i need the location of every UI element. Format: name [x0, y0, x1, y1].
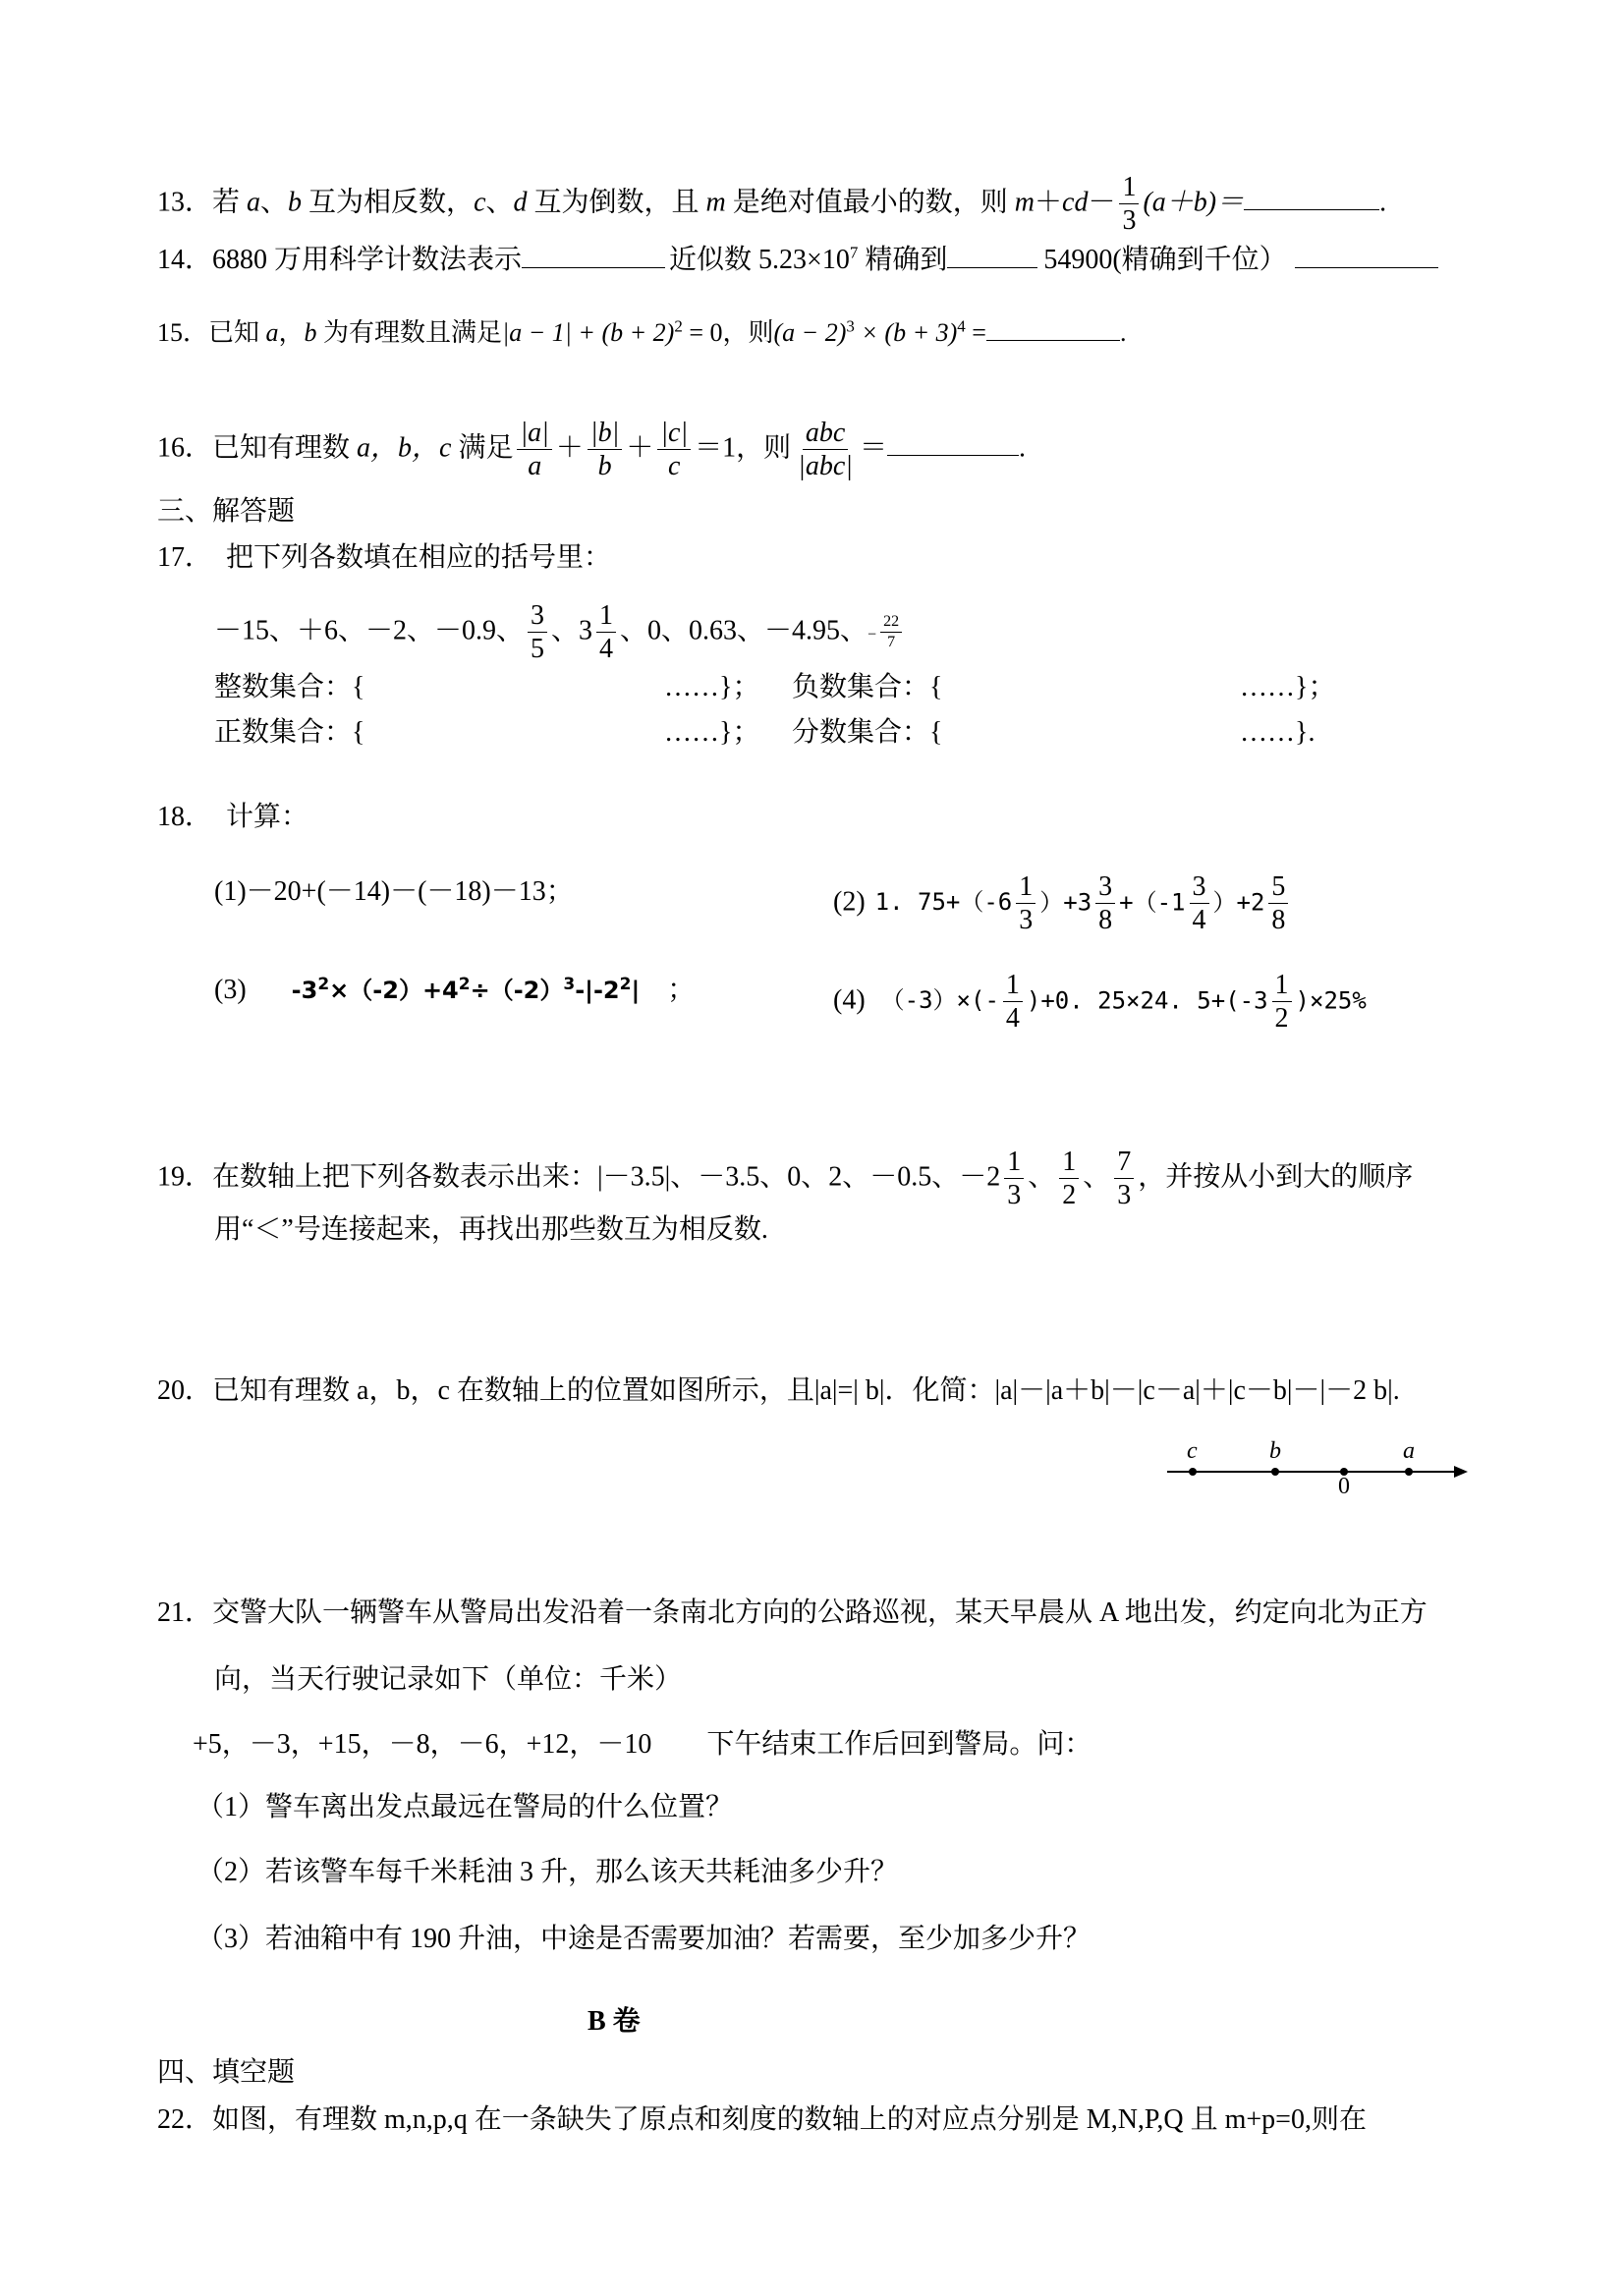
math: cd [1062, 187, 1089, 218]
exponent: 2 [317, 975, 330, 994]
question-22 [157, 2100, 1367, 2140]
numerator: 1 [596, 601, 616, 633]
question-18-title [157, 798, 308, 837]
numerator: 22 [880, 614, 902, 634]
text: 已知有理数 a，b，c 在数轴上的位置如图所示，且|a|=| b|．化简：|a|－|a＋b|－|c－a|＋|c－b|－|－2 b|. [212, 1375, 1400, 1406]
math: (a＋b)＝ [1143, 187, 1245, 218]
calc-1: (1)－20+(－14)－(－18)－13； [214, 876, 574, 907]
section-b-title: B 卷 [588, 2006, 641, 2037]
answer-blank[interactable] [947, 240, 1037, 268]
text: 、3 [551, 615, 593, 646]
set-label: 整数集合：{ [214, 672, 365, 702]
fraction [528, 601, 547, 664]
exponent: 3 [846, 316, 855, 336]
text: ， [278, 318, 305, 347]
set-end: ……}； [664, 717, 760, 748]
denominator: c [668, 451, 681, 482]
text: 已知 [208, 318, 266, 347]
numerator: 7 [1114, 1148, 1134, 1179]
numerator: 1 [1119, 173, 1139, 204]
exponent: 2 [458, 975, 471, 994]
label-a: a [1403, 1438, 1415, 1464]
negative-set [792, 668, 942, 707]
math: （-3）×(- [880, 986, 999, 1015]
math: ÷（-2） [470, 977, 564, 1004]
math [292, 977, 641, 1004]
math: m [1014, 187, 1035, 218]
text: 54900(精确到千位） [1043, 245, 1287, 275]
fraction-set [792, 713, 942, 753]
text: . [1119, 318, 1127, 347]
variables: a，b，c [357, 432, 452, 464]
fraction [1190, 872, 1209, 935]
question-number: 18． [157, 802, 213, 832]
question-19-line2: 用“＜”号连接起来，再找出那些数互为相反数. [214, 1214, 768, 1245]
question-13 [157, 173, 1386, 236]
answer-blank[interactable] [1295, 240, 1438, 268]
numerator: 3 [528, 601, 547, 633]
text: . [1379, 187, 1387, 218]
point-b [1271, 1468, 1279, 1476]
numerator: |b| [588, 419, 622, 450]
positive-set-end [664, 713, 759, 753]
text: 满足 [451, 432, 514, 464]
fraction-set-end [1240, 713, 1315, 753]
denominator: 8 [1271, 905, 1286, 936]
var-a: a [265, 318, 279, 347]
denominator: |abc| [798, 451, 853, 482]
text: 交警大队一辆警车从警局出发沿着一条南北方向的公路巡视，某天早晨从 A 地出发，约定向北为正方 [212, 1597, 1427, 1628]
math: 1. 75+（-6 [874, 888, 1013, 917]
fraction [657, 419, 691, 481]
math: = 0 [682, 318, 723, 347]
text: 、 [485, 187, 514, 218]
math: -|-2 [575, 977, 620, 1004]
point-a [1405, 1468, 1413, 1476]
label-zero: 0 [1338, 1474, 1350, 1499]
math: － [1088, 187, 1116, 218]
numerator: 3 [1190, 872, 1209, 904]
question-14 [157, 240, 1438, 280]
var-d: d [513, 187, 528, 218]
denominator: 3 [1019, 905, 1034, 936]
question-number: 21． [157, 1597, 213, 1628]
text: ＝1，则 [695, 432, 792, 464]
var-b: b [288, 187, 303, 218]
numerator: 3 [1095, 872, 1115, 904]
exponent: 3 [563, 975, 576, 994]
text: 互为相反数， [302, 187, 475, 218]
math: ×（-2）+4 [329, 977, 459, 1004]
math: |a − 1| + (b + 2) [502, 318, 675, 347]
text: 互为倒数，且 [527, 187, 706, 218]
fraction [1095, 872, 1115, 935]
math: ＋ [1035, 187, 1063, 218]
question-19 [157, 1148, 1413, 1210]
set-end: ……}； [1240, 672, 1336, 702]
var-a: a [247, 187, 261, 218]
fraction [1119, 173, 1139, 236]
fraction [1016, 872, 1035, 935]
text: 、 [260, 187, 289, 218]
question-number: 19． [157, 1161, 213, 1193]
denominator: 8 [1098, 905, 1113, 936]
integer-set-end [664, 668, 759, 707]
text: . [1019, 432, 1027, 464]
question-17-title [157, 538, 611, 578]
fraction [588, 419, 622, 481]
math: × (b + 3) [854, 318, 958, 347]
exponent: 2 [619, 975, 632, 994]
math: − [867, 626, 877, 644]
var-b: b [304, 318, 317, 347]
numerator: 1 [1016, 872, 1035, 904]
text: 把下列各数填在相应的括号里： [226, 542, 612, 573]
math: )×25% [1295, 986, 1367, 1015]
denominator: 3 [1122, 205, 1137, 237]
fraction [1004, 1148, 1024, 1210]
section-heading-3: 三、解答题 [157, 494, 296, 527]
denominator: a [528, 451, 542, 482]
text: 下午结束工作后回到警局。问： [706, 1729, 1092, 1760]
question-21 [157, 1594, 1427, 1633]
question-20 [157, 1372, 1400, 1411]
denominator: 2 [1274, 1003, 1289, 1035]
question-number: 17． [157, 542, 213, 573]
sub-question-3: （3）若油箱中有 190 升油，中途是否需要加油？若需要，至少加多少升？ [196, 1924, 1091, 1954]
text: ，则 [722, 318, 774, 347]
sub-question-1: （1）警车离出发点最远在警局的什么位置？ [196, 1792, 734, 1822]
numerator: 1 [1004, 1148, 1024, 1179]
calc-2 [833, 872, 1292, 935]
text: ； [667, 975, 696, 1005]
text: 近似数 5.23×10 [669, 245, 850, 275]
sub-question-2: （2）若该警车每千米耗油 3 升，那么该天共耗油多少升？ [196, 1857, 899, 1887]
text: 若 [212, 187, 248, 218]
text: －15、＋6、－2、－0.9、 [214, 615, 525, 646]
question-21-line2: 向，当天行驶记录如下（单位：千米） [214, 1664, 683, 1695]
math: = [965, 318, 986, 347]
number-line-figure [1159, 1436, 1474, 1505]
math: ＋ [555, 432, 584, 464]
question-16 [157, 419, 1026, 481]
negative-set-end [1240, 668, 1335, 707]
math: +（-1 [1119, 888, 1186, 917]
item-label: (4) [833, 984, 866, 1016]
text: ，并按从小到大的顺序 [1138, 1161, 1414, 1193]
var-m: m [705, 187, 726, 218]
set-label: 分数集合：{ [792, 717, 943, 748]
fraction [1059, 1148, 1079, 1210]
math: | [631, 977, 641, 1004]
point-c [1189, 1468, 1197, 1476]
label-b: b [1269, 1438, 1281, 1464]
fraction [795, 419, 856, 481]
text: 如图，有理数 m,n,p,q 在一条缺失了原点和刻度的数轴上的对应点分别是 M,N,P,Q 且 m+p=0,则在 [212, 2104, 1367, 2135]
item-label: (2) [833, 886, 866, 918]
answer-blank[interactable] [887, 427, 1019, 456]
math: )+0. 25×24. 5+(-3 [1026, 986, 1268, 1015]
section-heading-4: 四、填空题 [157, 2057, 296, 2088]
text: 已知有理数 [212, 432, 358, 464]
numerator: |a| [517, 419, 551, 450]
denominator: 4 [1005, 1003, 1020, 1035]
text: 为有理数且满足 [316, 318, 503, 347]
fraction [596, 601, 616, 664]
numerator: 1 [1003, 971, 1023, 1002]
math: (a − 2) [773, 318, 847, 347]
text: 、0、0.63、－4.95、 [620, 615, 868, 646]
text: 计算： [226, 802, 309, 832]
denominator: 3 [1007, 1180, 1022, 1211]
math: ＋ [626, 432, 654, 464]
question-15 [157, 312, 1126, 353]
set-label: 正数集合：{ [214, 717, 365, 748]
text: 、 [1083, 1161, 1111, 1193]
exponent: 7 [849, 243, 859, 262]
denominator: 7 [887, 634, 896, 651]
text: 6880 万用科学计数法表示 [212, 245, 523, 275]
positive-set [214, 713, 364, 753]
integer-set [214, 668, 364, 707]
answer-blank[interactable] [522, 240, 665, 268]
item-label: (3) [214, 975, 247, 1005]
driving-record [193, 1725, 1091, 1764]
math: ）+2 [1212, 888, 1265, 917]
text: 是绝对值最小的数，则 [725, 187, 1015, 218]
fraction [1268, 872, 1288, 935]
exponent: 4 [957, 316, 966, 336]
math: ）+3 [1039, 888, 1092, 917]
numerator: |c| [657, 419, 691, 450]
arrow-icon [1454, 1466, 1468, 1478]
calc-3 [214, 971, 695, 1010]
fraction [1114, 1148, 1134, 1210]
denominator: b [597, 451, 612, 482]
numerator: abc [803, 419, 848, 450]
denominator: 4 [599, 634, 614, 665]
set-end: ……}. [1240, 717, 1315, 748]
numerator: 5 [1268, 872, 1288, 904]
denominator: 3 [1117, 1180, 1132, 1211]
denominator: 2 [1062, 1180, 1077, 1211]
question-number: 20． [157, 1375, 213, 1406]
exponent: 2 [674, 316, 683, 336]
calc-4 [833, 971, 1367, 1034]
math: ＝ [860, 432, 888, 464]
record-values: +5，－3，+15，－8，－6，+12，－10 [193, 1729, 652, 1760]
fraction [1272, 971, 1292, 1034]
math: -3 [291, 977, 318, 1004]
fraction [880, 614, 902, 652]
question-number: 13． [157, 187, 213, 218]
denominator: 5 [531, 634, 545, 665]
set-end: ……}； [664, 672, 760, 702]
answer-blank[interactable] [1244, 182, 1379, 210]
text: 、 [1028, 1161, 1056, 1193]
question-number: 14． [157, 245, 213, 275]
question-number: 22． [157, 2104, 213, 2135]
numerator: 1 [1059, 1148, 1079, 1179]
label-c: c [1187, 1438, 1198, 1464]
question-number: 15． [157, 318, 209, 347]
denominator: 4 [1192, 905, 1206, 936]
answer-blank[interactable] [986, 312, 1120, 341]
text: 在数轴上把下列各数表示出来：|－3.5|、－3.5、0、2、－0.5、－2 [212, 1161, 1001, 1193]
question-17-list [214, 601, 906, 664]
numerator: 1 [1272, 971, 1292, 1002]
text: 精确到 [858, 245, 948, 275]
set-label: 负数集合：{ [792, 672, 943, 702]
fraction [517, 419, 551, 481]
question-number: 16． [157, 432, 213, 464]
var-c: c [474, 187, 486, 218]
fraction [1003, 971, 1023, 1034]
